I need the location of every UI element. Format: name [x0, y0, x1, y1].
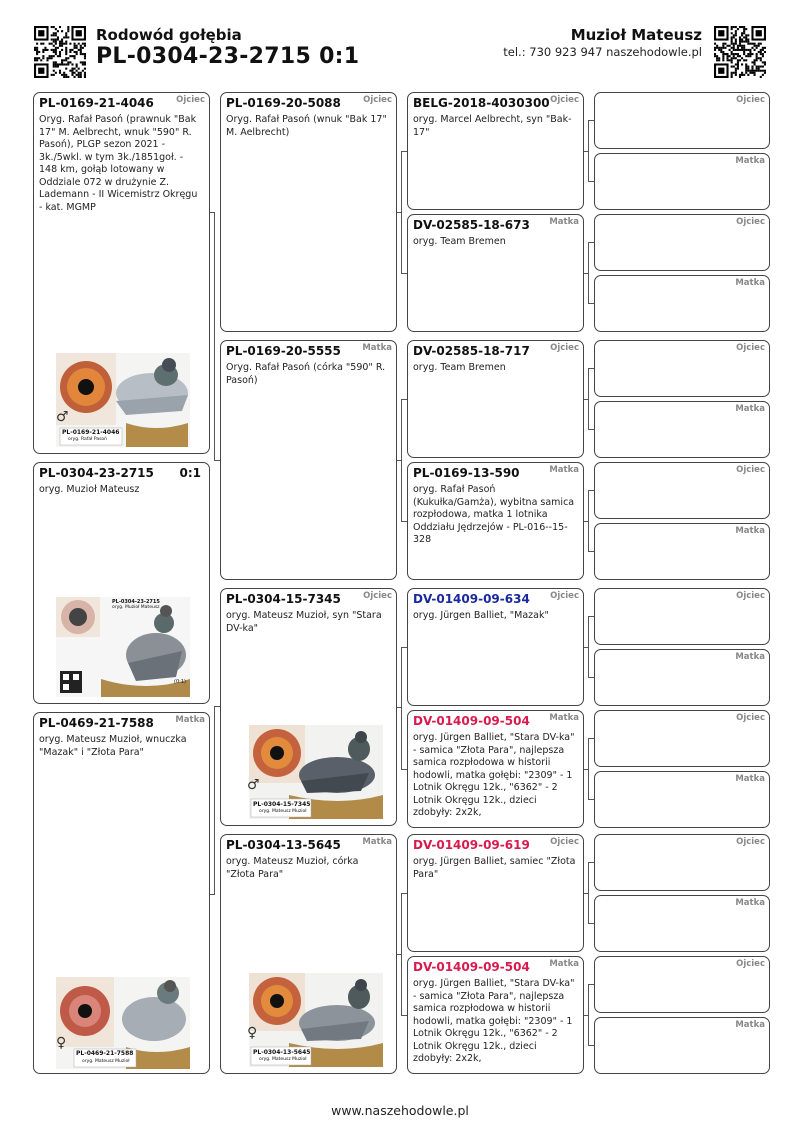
pigeon-photo: [56, 977, 190, 1069]
sex-label: 0:1: [179, 466, 201, 480]
sex-label: Matka: [549, 465, 579, 475]
photo-ring-label: PL-0469-21-7588: [76, 1050, 134, 1057]
sex-label: Ojciec: [736, 713, 765, 723]
male-symbol-icon: ♂: [56, 409, 69, 425]
pigeon-description: oryg. Marcel Aelbrecht, syn "Bak-17": [413, 114, 572, 138]
pigeon-description: oryg. Jürgen Balliet, "Stara DV-ka" - samica "Złota Para", najlepsza samica rozpłodowa w historii hodowli, matka gołębi: "2309" - 1 Lotnik Okręgu 12k., "6362" - 2 Lotnik Okręgu 12k., dzieci zdobyły: 2x2k,: [413, 732, 575, 818]
pedigree-card-gen3: [407, 462, 584, 580]
pedigree-card-gen4: [594, 895, 770, 952]
pedigree-card-gen2: [220, 340, 397, 580]
sex-label: Matka: [735, 1020, 765, 1030]
photo-breeder-label: oryg. Mateusz Muzioł: [259, 1057, 307, 1062]
ring-number: DV-02585-18-717: [413, 344, 530, 358]
sex-label: Matka: [735, 652, 765, 662]
pedigree-connector: [210, 894, 215, 895]
sex-label: Matka: [735, 898, 765, 908]
pigeon-description: oryg. Jürgen Balliet, "Stara DV-ka" - samica "Złota Para", najlepsza samica rozpłodowa w historii hodowli, matka gołębi: "2309" - 1 Lotnik Okręgu 12k., "6362" - 2 Lotnik Okręgu 12k., dzieci zdobyły: 2x2k,: [413, 978, 575, 1064]
ring-number: PL-0469-21-7588: [39, 716, 154, 730]
document-subtitle: Rodowód gołębia: [96, 26, 242, 44]
sex-label: Ojciec: [550, 591, 579, 601]
pedigree-card-subject: [33, 462, 210, 704]
pedigree-card-gen2: [220, 92, 397, 332]
qr-code-icon: [34, 26, 86, 78]
owner-contact: tel.: 730 923 947 naszehodowle.pl: [503, 45, 702, 59]
pedigree-connector: [588, 242, 589, 303]
pigeon-description: oryg. Mateusz Muzioł, syn "Stara DV-ka": [226, 610, 382, 634]
female-symbol-icon: ♀: [247, 1025, 258, 1041]
qr-code-icon: [714, 26, 766, 78]
sex-label: Matka: [735, 156, 765, 166]
pigeon-description: Oryg. Rafał Pasoń (wnuk "Bak 17" M. Aelbrecht): [226, 114, 387, 138]
sex-label: Ojciec: [550, 343, 579, 353]
owner-name: Muzioł Mateusz: [570, 26, 702, 44]
sex-label: Ojciec: [550, 95, 579, 105]
pedigree-card-gen4: [594, 214, 770, 271]
pedigree-card-gen3: [407, 92, 584, 210]
pigeon-description: Oryg. Rafał Pasoń (córka "590" R. Pasoń): [226, 362, 386, 386]
pedigree-card-gen4: [594, 340, 770, 397]
ring-number: PL-0304-15-7345: [226, 592, 341, 606]
pigeon-description: oryg. Team Bremen: [413, 236, 506, 247]
footer-website[interactable]: www.naszehodowle.pl: [331, 1103, 469, 1118]
pedigree-card-gen4: [594, 649, 770, 706]
pedigree-connector: [214, 212, 215, 460]
sex-label: Ojciec: [736, 837, 765, 847]
sex-label: Ojciec: [176, 95, 205, 105]
pedigree-card-father: [33, 92, 210, 454]
ring-number: PL-0304-23-2715: [39, 466, 154, 480]
pedigree-card-gen2: [220, 588, 397, 826]
pedigree-connector: [214, 706, 215, 894]
pigeon-description: Oryg. Rafał Pasoń (prawnuk "Bak 17" M. Aelbrecht, wnuk "590" R. Pasoń), PLGP sezon 2021 - 3k./5wkl. w tym 3k./1851goł. - 148 km, gołąb lotowany w Oddziale 072 w drużynie Z. Lademann - II Wicemistrz Okręgu - kat. MGMP: [39, 114, 198, 213]
pigeon-photo: [249, 973, 383, 1067]
pigeon-description: oryg. Jürgen Balliet, samiec "Złota Para": [413, 856, 576, 880]
pedigree-card-gen4: [594, 710, 770, 767]
male-symbol-icon: ♂: [247, 777, 260, 793]
sex-label: Ojciec: [363, 591, 392, 601]
sex-label: Ojciec: [363, 95, 392, 105]
ring-number: DV-01409-09-619: [413, 838, 530, 852]
sex-label: Matka: [549, 713, 579, 723]
pigeon-description: oryg. Mateusz Muzioł, wnuczka "Mazak" i "Złota Para": [39, 734, 187, 758]
sex-label: Matka: [175, 715, 205, 725]
photo-breeder-label: oryg. Muzioł Mateusz: [112, 605, 160, 610]
pedigree-card-gen3: [407, 834, 584, 952]
photo-ring-label: PL-0304-13-5645: [253, 1049, 311, 1056]
sex-label: Matka: [362, 343, 392, 353]
pigeon-photo: [56, 597, 190, 697]
ring-number: PL-0169-20-5555: [226, 344, 341, 358]
pedigree-connector: [588, 738, 589, 799]
pedigree-card-gen4: [594, 1017, 770, 1074]
sex-label: Ojciec: [550, 837, 579, 847]
sex-label: Ojciec: [736, 591, 765, 601]
sex-label: Matka: [735, 526, 765, 536]
pedigree-card-gen4: [594, 153, 770, 210]
pigeon-description: oryg. Rafał Pasoń (Kukułka/Gamża), wybitna samica rozpłodowa, matka 1 lotnika Oddziału Jędrzejów - PL-016--15-328: [413, 484, 575, 545]
pedigree-card-gen4: [594, 956, 770, 1013]
ring-number: DV-02585-18-673: [413, 218, 530, 232]
pedigree-card-gen4: [594, 834, 770, 891]
sex-label: Matka: [735, 278, 765, 288]
pedigree-card-gen4: [594, 92, 770, 149]
sex-label: Ojciec: [736, 343, 765, 353]
pigeon-description: oryg. Mateusz Muzioł, córka "Złota Para": [226, 856, 359, 880]
pedigree-connector: [401, 647, 402, 769]
pedigree-card-gen4: [594, 401, 770, 458]
sex-label: Ojciec: [736, 217, 765, 227]
ring-number: BELG-2018-4030300: [413, 96, 550, 110]
pedigree-card-gen4: [594, 523, 770, 580]
photo-breeder-label: oryg. Rafał Pasoń: [68, 437, 108, 442]
pedigree-card-gen3: [407, 588, 584, 706]
sex-label: Ojciec: [736, 959, 765, 969]
document-title: PL-0304-23-2715 0:1: [96, 44, 360, 69]
female-symbol-icon: ♀: [56, 1035, 67, 1051]
pigeon-description: oryg. Jürgen Balliet, "Mazak": [413, 610, 549, 621]
sex-label: Ojciec: [736, 465, 765, 475]
photo-ring-label: PL-0169-21-4046: [62, 429, 120, 436]
ring-number: PL-0169-20-5088: [226, 96, 341, 110]
pedigree-card-gen3: [407, 340, 584, 458]
pigeon-description: oryg. Team Bremen: [413, 362, 506, 373]
ring-number: DV-01409-09-504: [413, 960, 530, 974]
pigeon-photo: [56, 353, 190, 447]
ring-number: PL-0304-13-5645: [226, 838, 341, 852]
pedigree-connector: [588, 616, 589, 677]
pedigree-card-gen4: [594, 462, 770, 519]
pedigree-connector: [588, 862, 589, 923]
pedigree-connector: [588, 120, 589, 181]
pigeon-description: oryg. Muzioł Mateusz: [39, 484, 140, 495]
sex-label: Matka: [549, 217, 579, 227]
pedigree-card-gen4: [594, 588, 770, 645]
pedigree-card-gen3: [407, 956, 584, 1074]
sex-label: Ojciec: [736, 95, 765, 105]
pedigree-connector: [588, 984, 589, 1045]
pedigree-connector: [401, 151, 402, 273]
pedigree-card-gen2: [220, 834, 397, 1074]
pedigree-card-gen3: [407, 214, 584, 332]
pedigree-card-gen4: [594, 771, 770, 828]
ring-number: PL-0169-13-590: [413, 466, 520, 480]
sex-label: Matka: [735, 774, 765, 784]
pigeon-photo: [249, 725, 383, 819]
pedigree-card-gen4: [594, 275, 770, 332]
ring-number: PL-0169-21-4046: [39, 96, 154, 110]
photo-extra-label: (0:1): [174, 679, 186, 685]
pedigree-connector: [588, 368, 589, 429]
photo-ring-label: PL-0304-23-2715: [112, 599, 160, 605]
sex-label: Matka: [735, 404, 765, 414]
photo-breeder-label: oryg. Mateusz Muzioł: [259, 809, 307, 814]
ring-number: DV-01409-09-634: [413, 592, 530, 606]
pedigree-connector: [588, 490, 589, 551]
ring-number: DV-01409-09-504: [413, 714, 530, 728]
photo-breeder-label: oryg. Mateusz Muzioł: [82, 1059, 130, 1064]
photo-ring-label: PL-0304-15-7345: [253, 801, 311, 808]
sex-label: Matka: [549, 959, 579, 969]
pedigree-connector: [401, 399, 402, 521]
pedigree-card-mother: [33, 712, 210, 1074]
pedigree-connector: [401, 893, 402, 1015]
sex-label: Matka: [362, 837, 392, 847]
pedigree-card-gen3: [407, 710, 584, 828]
